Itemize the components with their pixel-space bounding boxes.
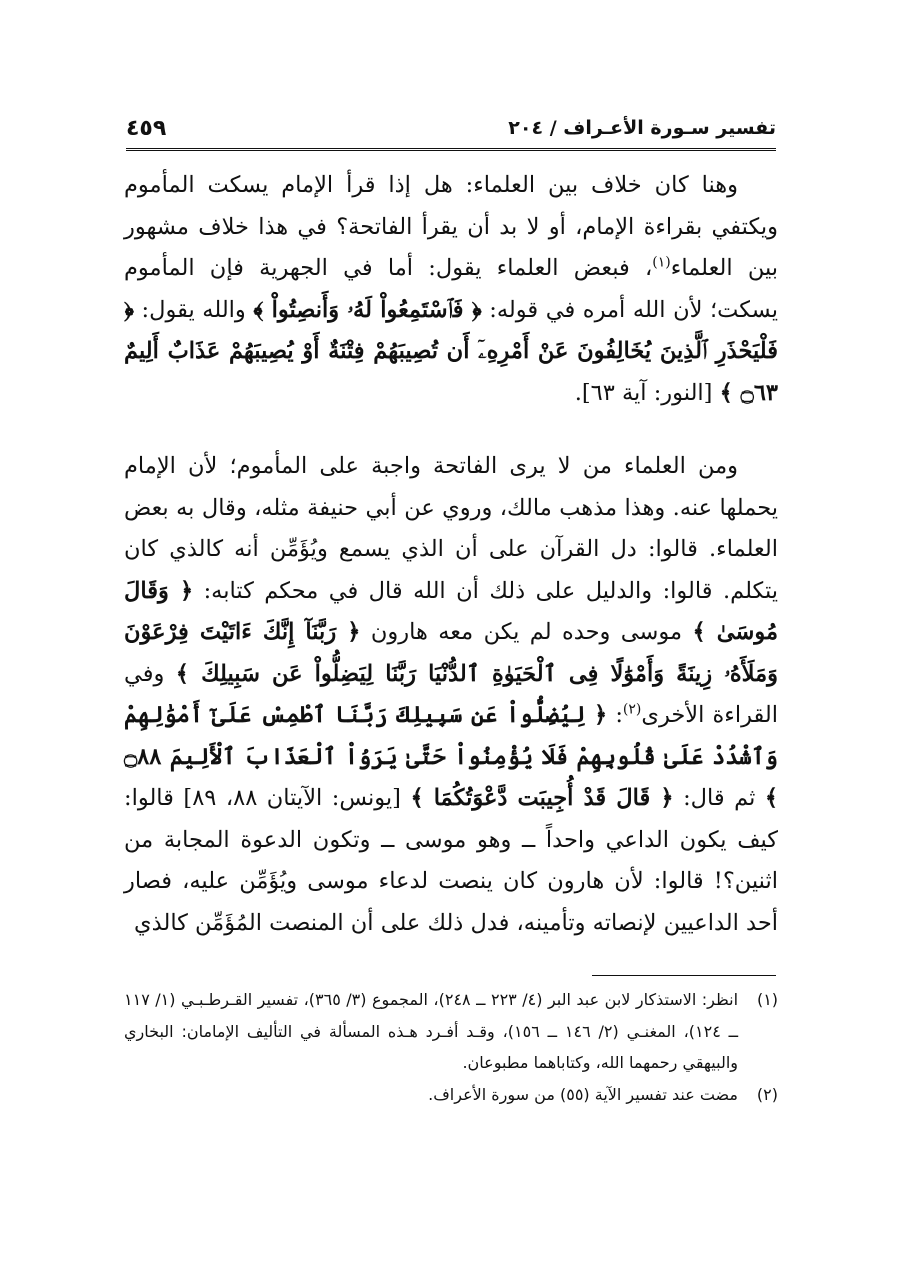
text-run: ، فبعض العلماء يقول: أما في الجهرية فإن المأموم يسكت؛ لأن الله أمره في قوله: [124,255,778,323]
text-run: ثم قال: [683,785,756,811]
quran-quote: ﴿ وَقَالَ مُوسَىٰ ﴾ [124,577,779,645]
footnote-divider [592,975,776,976]
header-title: تفسير سـورة الأعـراف / ٢٠٤ [508,117,776,139]
running-header [126,108,776,148]
quran-quote: ﴿ لِيُضِلُّواْ عَن سَبِيلِكَ رَبَّنَا ٱطْمِسْ عَلَىٰٓ أَمْوَٰلِهِمْ وَٱشْدُدْ عَلَىٰ قُلُوبِهِمْ فَلَا يُؤْمِنُواْ حَتَّىٰ يَرَوُاْ ٱلْعَذَابَ ٱلْأَلِيمَ ۝٨٨ ﴾ [124,702,779,811]
footnotes [124,984,778,1110]
footnote-1 [124,984,778,1079]
quran-quote: ﴿ فَلْيَحْذَرِ ٱلَّذِينَ يُخَالِفُونَ عَنْ أَمْرِهِۦٓ أَن تُصِيبَهُمْ فِتْنَةٌ أَوْ يُصِيبَهُمْ عَذَابٌ أَلِيمٌ ۝٦٣ ﴾ [124,296,778,406]
text-run: [يونس: الآيتان ٨٨، ٨٩] قالوا: كيف يكون الداعي واحداً ــ وهو موسى ــ وتكون الدعوة المجابة من اثنين؟! قالوا: لأن هارون كان ينصت لدعاء موسى ويُؤَمِّن عليه، فصار أحد الداعيين لإنصاته وتأمينه، فدل ذلك على أن المنصت المُؤَمِّن كالذي [124,785,778,936]
header-divider [126,148,776,151]
text-run: موسى وحده لم يكن معه هارون [370,619,683,645]
quran-quote: ﴿ قَالَ قَدْ أُجِيبَت دَّعْوَتُكُمَا ﴾ [410,785,674,811]
text-run: : [615,702,623,728]
page-number: ٤٥٩ [126,115,167,141]
footnote-2 [124,1079,778,1111]
text-run: والله يقول: [141,296,246,323]
footnote-text: مضت عند تفسير الآية (٥٥) من سورة الأعراف. [428,1084,738,1104]
verse-citation: [النور: آية ٦٣]. [574,379,713,406]
footnote-text: انظر: الاستذكار لابن عبد البر (٤/ ٢٢٣ ــ ٢٤٨)، المجموع (٣/ ٣٦٥)، تفسير القـرطـبـي (١/ ١١٧ ــ ١٢٤)، المغنـي (٢/ ١٤٦ ــ ١٥٦)، وقـد أفـرد هـذه المسألة في التأليف الإمامان: البخاري والبيهقي رحمهما الله، وكتاباهما مطبوعان. [124,990,739,1072]
text-run: وفي القراءة الأخرى [124,660,778,728]
quran-quote: ﴿ فَٱسْتَمِعُواْ لَهُۥ وَأَنصِتُواْ ﴾ [253,296,482,323]
footnote-ref-2: (٢) [622,701,642,718]
footnote-number: (١) [756,990,779,1009]
footnote-ref-1: (١) [652,254,671,271]
paragraph-1 [124,165,778,414]
text-run: وهنا كان خلاف بين العلماء: هل إذا قرأ الإمام يسكت المأموم ويكتفي بقراءة الإمام، أو لا بد أن يقرأ الفاتحة؟ في هذا خلاف مشهور بين العلماء [124,172,778,281]
quran-quote: ﴿ رَبَّنَآ إِنَّكَ ءَاتَيْتَ فِرْعَوْنَ وَمَلَأَهُۥ زِينَةً وَأَمْوَٰلًا فِى ٱلْحَيَوٰةِ ٱلدُّنْيَا رَبَّنَا لِيَضِلُّواْ عَن سَبِيلِكَ ﴾ [124,619,778,687]
text-run: ومن العلماء من لا يرى الفاتحة واجبة على المأموم؛ لأن الإمام يحملها عنه. وهذا مذهب مالك، وروي عن أبي حنيفة مثله، وقال به بعض العلماء. قالوا: دل القرآن على أن الذي يسمع ويُؤَمِّن أنه كالذي كان يتكلم. قالوا: والدليل على ذلك أن الله قال في محكم كتابه: [124,453,779,604]
paragraph-2 [124,446,778,944]
footnote-number: (٢) [756,1084,778,1104]
main-text [124,165,778,944]
